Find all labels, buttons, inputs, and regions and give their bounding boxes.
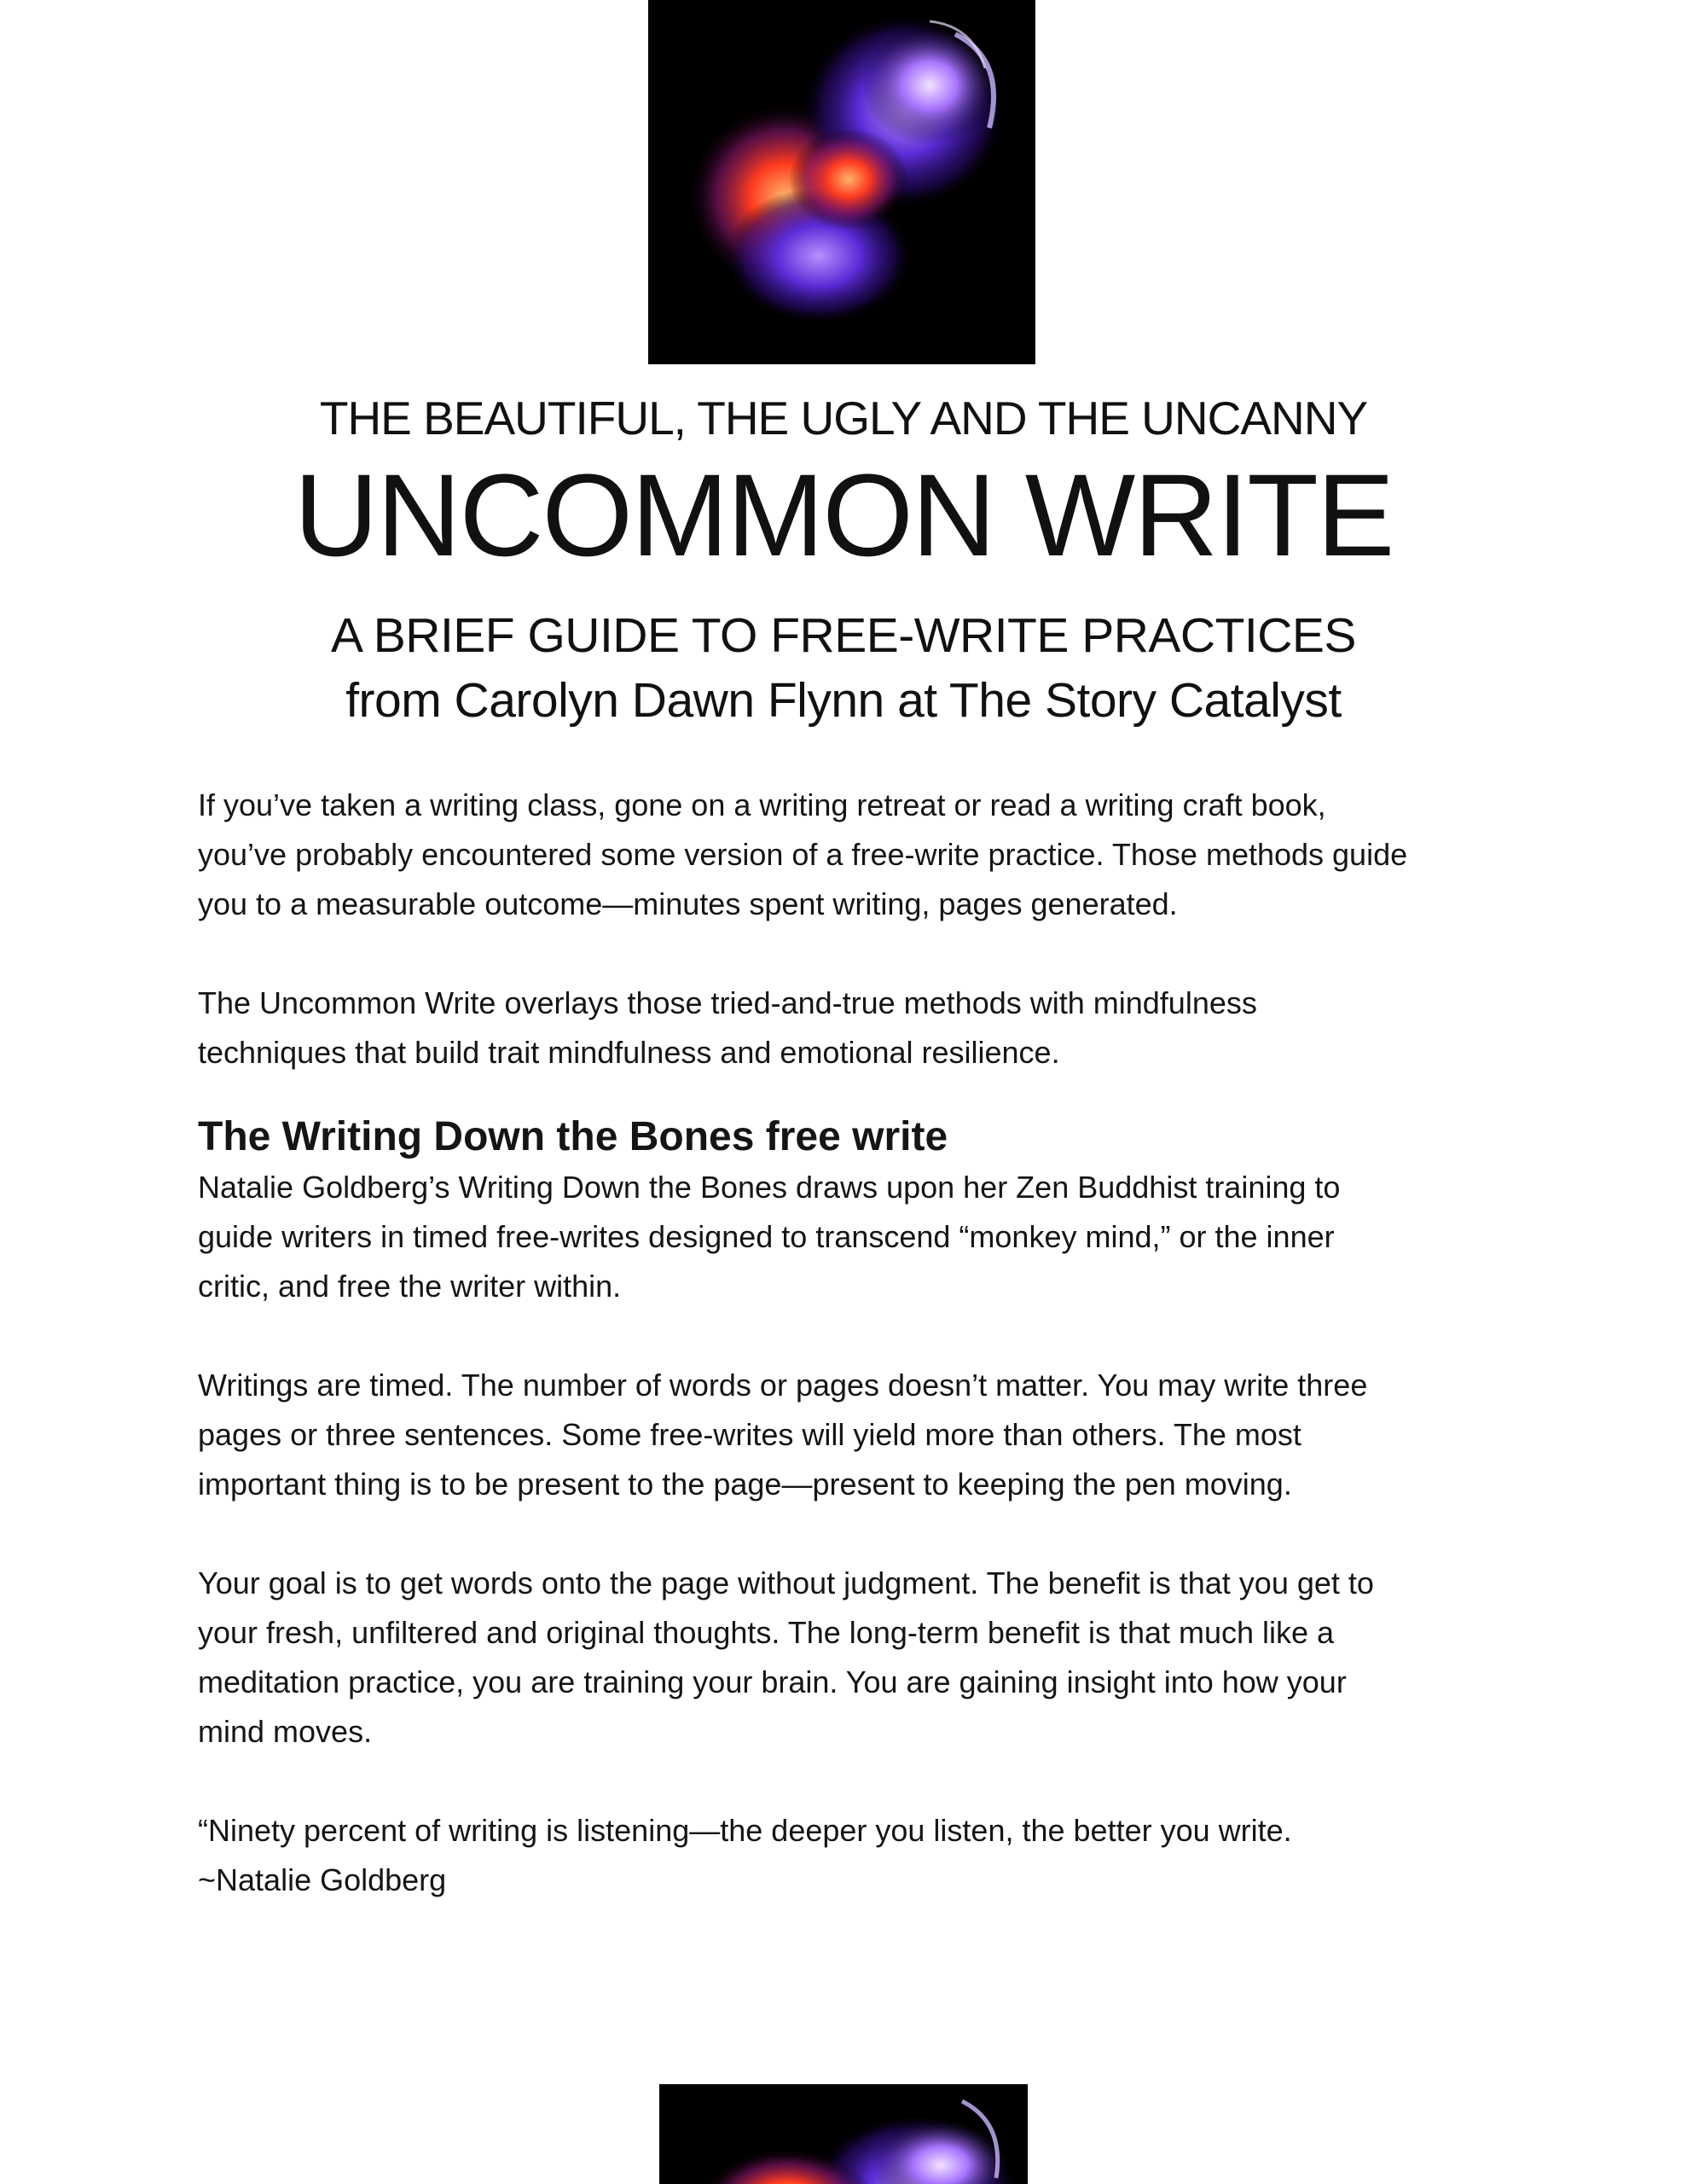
intro-paragraph-1: If you’ve taken a writing class, gone on a writing retreat or read a writing craft book, you’ve probably encountered some version of a free-write practice. Those methods guide you to a measurable outcome—minutes spent writing, pages generated. bbox=[198, 787, 1408, 921]
section-heading: The Writing Down the Bones free write bbox=[198, 1114, 948, 1159]
author-line: from Carolyn Dawn Flynn at The Story Catalyst bbox=[345, 673, 1342, 728]
quote: “Ninety percent of writing is listening—the deeper you listen, the better you write. bbox=[198, 1813, 1292, 1848]
abstract-burst-graphic bbox=[659, 2084, 1028, 2184]
page-title: UNCOMMON WRITE bbox=[293, 450, 1394, 581]
footer-abstract-image bbox=[659, 2084, 1028, 2184]
header-abstract-image bbox=[648, 0, 1035, 364]
abstract-burst-graphic bbox=[648, 0, 1035, 364]
section-paragraph-3: Your goal is to get words onto the page without judgment. The benefit is that you get to your fresh, unfiltered and original thoughts. The long-term benefit is that much like a meditation practice, you are training your brain. You are gaining insight into how your mind moves. bbox=[198, 1565, 1374, 1749]
quote-attribution: ~Natalie Goldberg bbox=[198, 1862, 447, 1897]
header-kicker: THE BEAUTIFUL, THE UGLY AND THE UNCANNY bbox=[319, 392, 1368, 444]
section-paragraph-2: Writings are timed. The number of words or pages doesn’t matter. You may write three pages or three sentences. Some free-writes will yield more than others. The most important thing is to be present to the page—present to keeping the pen moving. bbox=[198, 1368, 1368, 1502]
document-body bbox=[198, 781, 1409, 1905]
intro-paragraph-2: The Uncommon Write overlays those tried-and-true methods with mindfulness techniques that build trait mindfulness and emotional resilience. bbox=[198, 985, 1257, 1070]
guide-subtitle: A BRIEF GUIDE TO FREE-WRITE PRACTICES bbox=[331, 608, 1356, 663]
section-paragraph-1: Natalie Goldberg’s Writing Down the Bones draws upon her Zen Buddhist training to guide writers in timed free-writes designed to transcend “monkey mind,” or the inner critic, and free the writer within. bbox=[198, 1170, 1341, 1304]
